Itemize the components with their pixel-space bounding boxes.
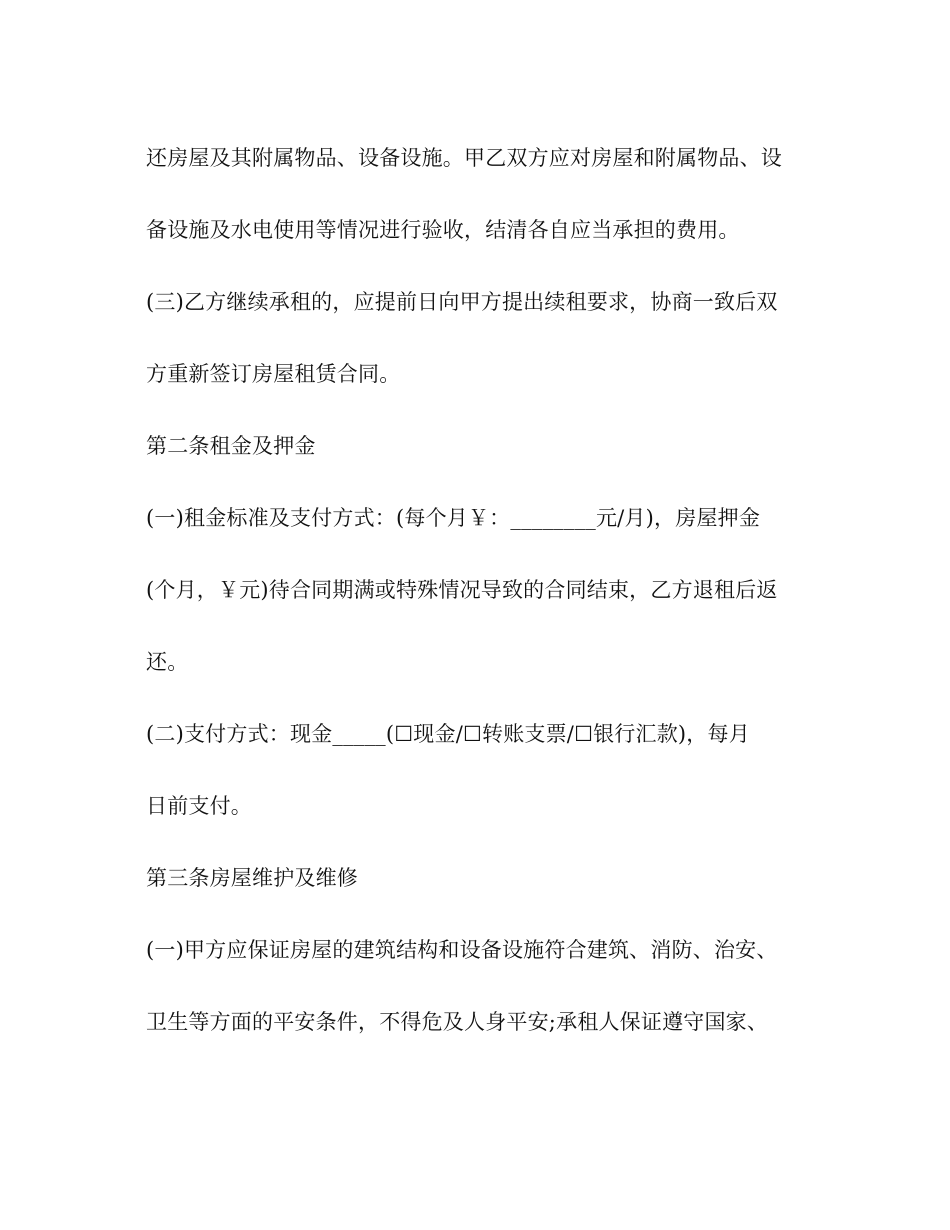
text-line: (一)甲方应保证房屋的建筑结构和设备设施符合建筑、消防、治安、 [146, 938, 778, 962]
text-line: 日前支付。 [146, 794, 252, 818]
section-heading: 第二条租金及押金 [146, 434, 316, 458]
text-line: (个月，￥元)待合同期满或特殊情况导致的合同结束，乙方退租后返 [146, 578, 778, 602]
text-line: 方重新签订房屋租赁合同。 [146, 362, 401, 386]
text-line: 备设施及水电使用等情况进行验收，结清各自应当承担的费用。 [146, 218, 740, 242]
text-line: (二)支付方式：现金_____(☐现金/☐转账支票/☐银行汇款)，每月 [146, 722, 750, 746]
document-body [146, 138, 806, 1074]
section-heading: 第三条房屋维护及维修 [146, 866, 358, 890]
text-line: 还。 [146, 650, 189, 674]
text-line: 卫生等方面的平安条件，不得危及人身平安;承租人保证遵守国家、 [146, 1010, 769, 1034]
text-line: (三)乙方继续承租的，应提前日向甲方提出续租要求，协商一致后双 [146, 290, 778, 314]
text-line: (一)租金标准及支付方式：(每个月￥：________元/月)，房屋押金 [146, 506, 761, 530]
text-line: 还房屋及其附属物品、设备设施。甲乙双方应对房屋和附属物品、设 [146, 146, 782, 170]
